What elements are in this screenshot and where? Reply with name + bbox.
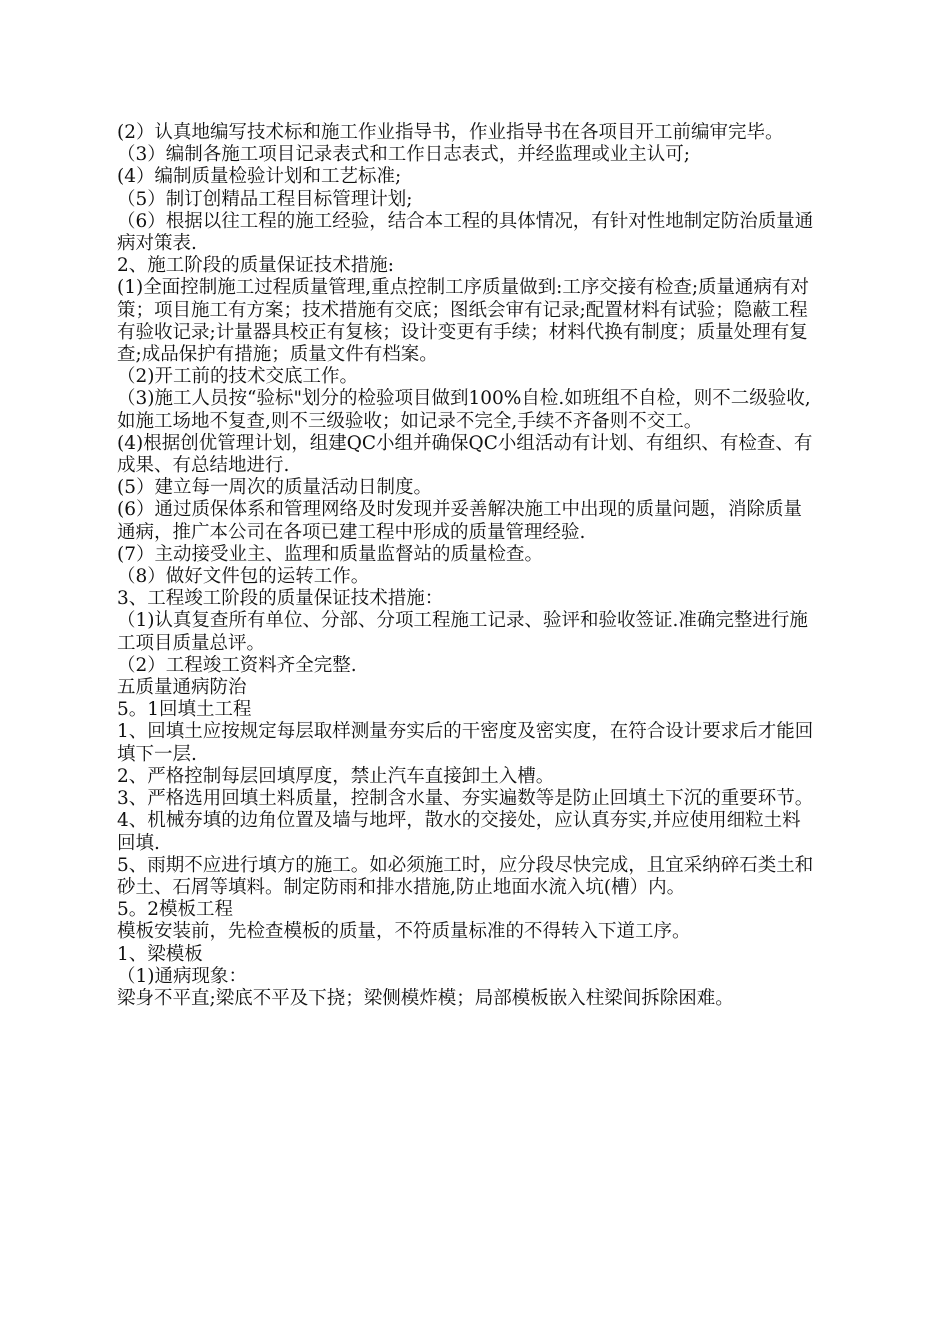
paragraph: 2、严格控制每层回填厚度，禁止汽车直接卸土入槽。	[117, 765, 555, 787]
paragraph: (5）建立每一周次的质量活动日制度。	[117, 477, 432, 499]
paragraph: （3）编制各施工项目记录表式和工作日志表式，并经监理或业主认可;	[117, 144, 691, 166]
chapter-heading: 五质量通病防治	[117, 677, 247, 699]
paragraph: 3、严格选用回填土料质量，控制含水量、夯实遍数等是防止回填土下沉的重要环节。	[117, 788, 814, 810]
section-heading: 2、施工阶段的质量保证技术措施:	[117, 255, 395, 277]
paragraph: (4）编制质量检验计划和工艺标准;	[117, 166, 402, 188]
paragraph: （1)通病现象：	[117, 965, 247, 987]
paragraph: (4)根据创优管理计划，组建QC小组并确保QC小组活动有计划、有组织、有检查、有成果、有总结地进行.	[117, 432, 813, 477]
paragraph: 1、回填土应按规定每层取样测量夯实后的干密度及密实度，在符合设计要求后才能回填下一层.	[117, 721, 814, 765]
section-heading: 5。1回填土工程	[117, 699, 252, 721]
paragraph: (7）主动接受业主、监理和质量监督站的质量检查。	[117, 543, 543, 565]
paragraph: (6）通过质保体系和管理网络及时发现并妥善解决施工中出现的质量问题，消除质量通病，推广本公司在各项已建工程中形成的质量管理经验.	[117, 499, 802, 543]
paragraph: 梁身不平直;梁底不平及下挠；梁侧模炸模；局部模板嵌入柱梁间拆除困难。	[117, 987, 734, 1009]
paragraph: 4、机械夯填的边角位置及墙与地坪，散水的交接处，应认真夯实,并应使用细粒土料回填.	[117, 810, 801, 854]
paragraph: （6）根据以往工程的施工经验，结合本工程的具体情况，有针对性地制定防治质量通病对策表.	[117, 210, 814, 255]
paragraph: （5）制订创精品工程目标管理计划;	[117, 188, 413, 210]
paragraph: （1)认真复查所有单位、分部、分项工程施工记录、验评和验收签证.准确完整进行施工项目质量总评。	[117, 610, 808, 654]
paragraph: （2)开工前的技术交底工作。	[117, 366, 358, 388]
paragraph: （3)施工人员按“验标"划分的检验项目做到100%自检.如班组不自检，则不二级验收,如施工场地不复查,则不三级验收；如记录不完全,手续不齐备则不交工。	[117, 388, 811, 432]
document-body	[117, 122, 817, 1010]
paragraph: （2）工程竣工资料齐全完整.	[117, 654, 357, 676]
section-heading: 3、工程竣工阶段的质量保证技术措施：	[117, 588, 444, 610]
subsection-heading: 1、梁模板	[117, 943, 203, 965]
paragraph: 5、雨期不应进行填方的施工。如必须施工时，应分段尽快完成，且宜采纳碎石类土和砂土、石屑等填料。制定防雨和排水措施,防止地面水流入坑(槽）内。	[117, 854, 814, 898]
section-heading: 5。2模板工程	[117, 899, 234, 921]
paragraph: (2）认真地编写技术标和施工作业指导书，作业指导书在各项目开工前编审完毕。	[117, 122, 784, 143]
paragraph: （8）做好文件包的运转工作。	[117, 566, 370, 588]
paragraph: 模板安装前，先检查模板的质量，不符质量标准的不得转入下道工序。	[117, 921, 691, 943]
paragraph: (1)全面控制施工过程质量管理,重点控制工序质量做到:工序交接有检查;质量通病有对策；项目施工有方案；技术措施有交底；图纸会审有记录;配置材料有试验；隐蔽工程有验收记录;计量器具校正有复核；设计变更有手续；材料代换有制度；质量处理有复查;成品保护有措施；质量文件有档案。	[117, 277, 810, 366]
